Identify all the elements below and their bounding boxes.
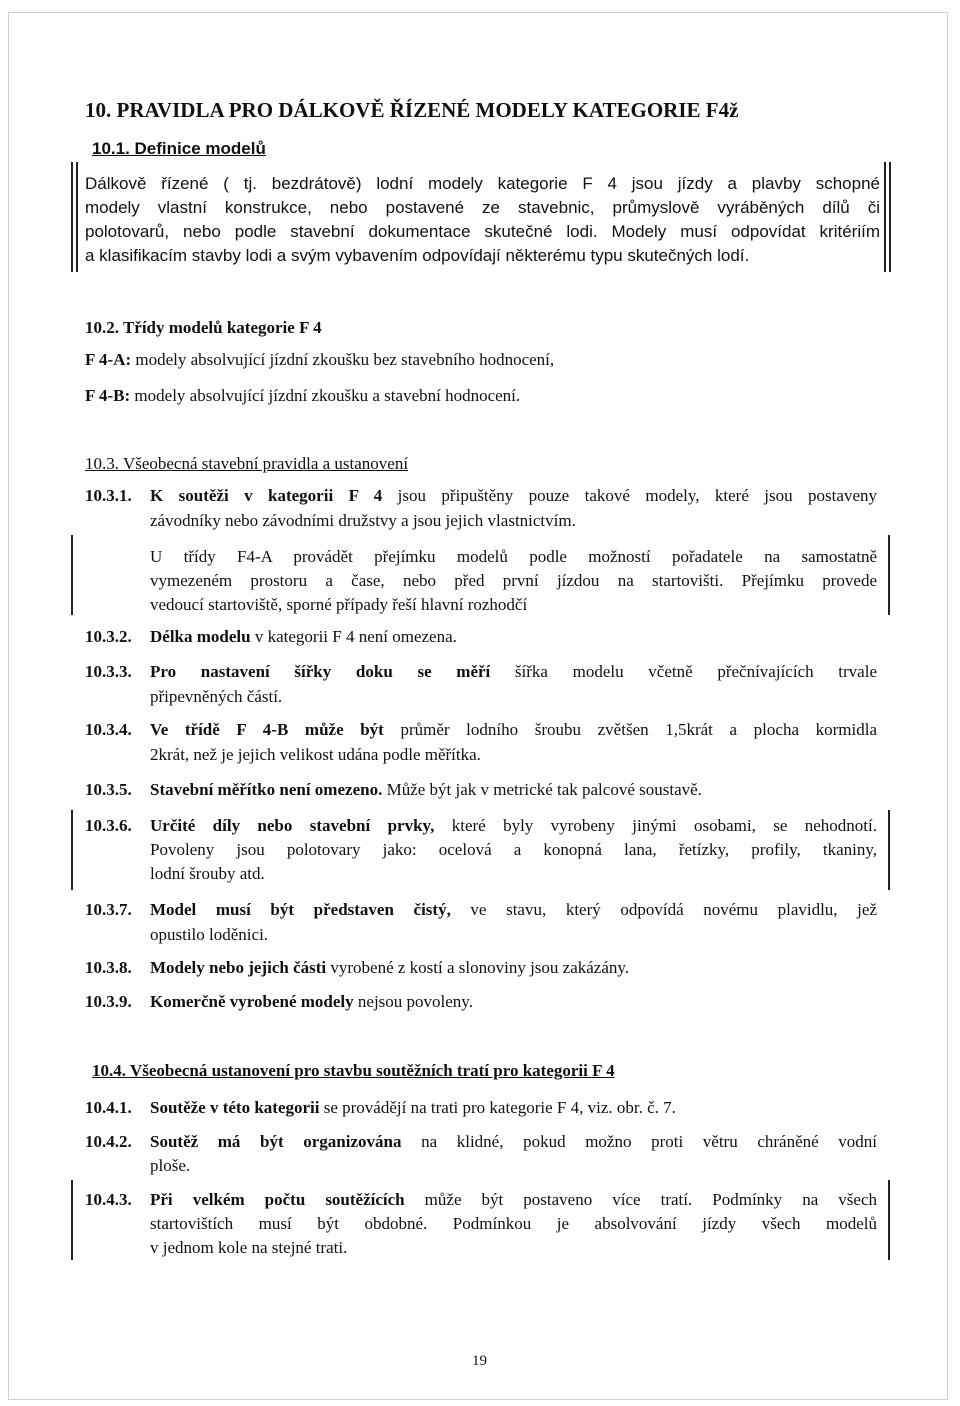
- rule-10-3-1-line-2: závodníky nebo závodními družstvy a jsou jejich vlastnictvím.: [150, 511, 576, 530]
- rule-10-3-6-text: které byly vyrobeny jinými osobami, se nehodnotí.: [434, 816, 878, 835]
- rule-10-4-3-bold: Při velkém počtu soutěžících: [150, 1190, 405, 1209]
- rule-10-4-3-number: 10.4.3.: [85, 1190, 132, 1209]
- change-bar: [71, 162, 73, 272]
- rule-10-3-7-number: 10.3.7.: [85, 900, 132, 919]
- page-number: 19: [472, 1353, 487, 1369]
- definition-line-2: modely vlastní konstrukce, nebo postavené ze stavebnic, průmyslově vyráběných dílů či: [85, 198, 880, 217]
- rule-10-3-9-bold: Komerčně vyrobené modely: [150, 992, 354, 1011]
- rule-10-3-6-bold: Určité díly nebo stavební prvky,: [150, 816, 435, 835]
- definition-line-3: polotovarů, nebo podle stavební dokumentace skutečné lodi. Modely musí odpovídat kritériím: [85, 222, 880, 241]
- rule-10-3-3-bold: Pro nastavení šířky doku se měří: [150, 662, 491, 681]
- rule-10-4-3-line-3: v jednom kole na stejné trati.: [150, 1238, 348, 1257]
- rule-10-3-9-number: 10.3.9.: [85, 992, 132, 1011]
- change-bar: [71, 1180, 73, 1260]
- rule-10-3-6-line-1: [150, 816, 877, 836]
- rule-10-3-7-line-2: opustilo loděnici.: [150, 925, 269, 944]
- section-heading-10-4: 10.4. Všeobecná ustanovení pro stavbu soutěžních tratí pro kategorii F 4: [92, 1061, 615, 1080]
- class-f4a-label: F 4-A:: [85, 350, 132, 369]
- rule-10-3-1-text: jsou připuštěny pouze takové modely, které jsou postaveny: [382, 486, 877, 505]
- rule-10-3-6-line-2: Povoleny jsou polotovary jako: ocelová a konopná lana, řetízky, profily, tkaniny,: [150, 840, 877, 859]
- rule-10-4-2-text: na klidné, pokud možno proti větru chráněné vodní: [401, 1132, 877, 1151]
- rule-10-4-1-text: se provádějí na trati pro kategorie F 4, viz. obr. č. 7.: [319, 1098, 676, 1117]
- rule-10-3-2-text: v kategorii F 4 není omezena.: [250, 627, 457, 646]
- change-bar: [888, 1180, 890, 1260]
- rule-10-4-2-number: 10.4.2.: [85, 1132, 132, 1151]
- definition-line-1: Dálkově řízené ( tj. bezdrátově) lodní modely kategorie F 4 jsou jízdy a plavby schopné: [85, 174, 880, 193]
- section-heading-10-2: 10.2. Třídy modelů kategorie F 4: [85, 318, 322, 337]
- rule-10-3-4-line-2: 2krát, než je jejich velikost udána podle měřítka.: [150, 745, 481, 764]
- rule-10-3-4-bold: Ve třídě F 4-B může být: [150, 720, 384, 739]
- rule-10-3-3-line-2: připevněných částí.: [150, 687, 283, 706]
- rule-10-3-1-p2-line-3: vedoucí startoviště, sporné případy řeší hlavní rozhodčí: [150, 595, 528, 614]
- section-heading-10-1: 10.1. Definice modelů: [92, 139, 266, 158]
- rule-10-3-6-number: 10.3.6.: [85, 816, 132, 835]
- rule-10-4-1-bold: Soutěže v této kategorii: [150, 1098, 320, 1117]
- change-bar: [888, 535, 890, 615]
- rule-10-3-6-line-3: lodní šrouby atd.: [150, 864, 265, 883]
- rule-10-3-4-number: 10.3.4.: [85, 720, 132, 739]
- rule-10-3-7-bold: Model musí být představen čistý,: [150, 900, 451, 919]
- change-bar: [71, 810, 73, 890]
- rule-10-3-3-text: šířka modelu včetně přečnívajících trvale: [490, 662, 877, 681]
- rule-10-3-2-number: 10.3.2.: [85, 627, 132, 646]
- definition-line-4: a klasifikacím stavby lodi a svým vybavením odpovídají některému typu skutečných lodí.: [85, 246, 750, 265]
- rule-10-3-8-bold: Modely nebo jejich části: [150, 958, 327, 977]
- rule-10-3-4-text: průměr lodního šroubu zvětšen 1,5krát a plocha kormidla: [383, 720, 877, 739]
- section-heading-10-3: [85, 454, 408, 474]
- class-f4b: [85, 384, 520, 408]
- rule-10-3-1-line-1: [150, 486, 877, 506]
- rule-10-4-3-line-1: [150, 1190, 877, 1210]
- rule-10-4-3-line-2: startovištích musí být obdobné. Podmínkou je absolvování jízdy všech modelů: [150, 1214, 877, 1233]
- class-f4a: [85, 348, 554, 372]
- rule-10-4-2-line-2: ploše.: [150, 1156, 191, 1175]
- rule-10-3-8: [150, 956, 629, 980]
- rule-10-3-3-line-1: [150, 662, 877, 682]
- rule-10-3-2: [150, 625, 457, 649]
- rule-10-3-1-p2-line-2: vymezeném prostoru a čase, nebo před první jízdou na startovišti. Přejímku provede: [150, 571, 877, 590]
- change-bar: [71, 535, 73, 615]
- rule-10-4-1: [150, 1096, 676, 1120]
- rule-10-3-2-bold: Délka modelu: [150, 627, 251, 646]
- document-title: 10. PRAVIDLA PRO DÁLKOVĚ ŘÍZENÉ MODELY KATEGORIE F4ž: [85, 98, 739, 122]
- rule-10-3-8-text: vyrobené z kostí a slonoviny jsou zakázány.: [326, 958, 630, 977]
- rule-10-3-4-line-1: [150, 720, 877, 740]
- rule-10-4-2-line-1: [150, 1132, 877, 1152]
- change-bar: [884, 162, 886, 272]
- rule-10-3-1-p2-line-1: U třídy F4-A provádět přejímku modelů podle možností pořadatele na samostatně: [150, 547, 877, 566]
- rule-10-3-1-bold: K soutěži v kategorii F 4: [150, 486, 383, 505]
- rule-10-4-2-bold: Soutěž má být organizována: [150, 1132, 402, 1151]
- rule-10-3-7-text: ve stavu, který odpovídá novému plavidlu, jež: [450, 900, 877, 919]
- rule-10-3-7-line-1: [150, 900, 877, 920]
- rule-10-3-8-number: 10.3.8.: [85, 958, 132, 977]
- rule-10-4-1-number: 10.4.1.: [85, 1098, 132, 1117]
- class-f4b-label: F 4-B:: [85, 386, 131, 405]
- rule-10-3-3-number: 10.3.3.: [85, 662, 132, 681]
- rule-10-3-5-bold: Stavební měřítko není omezeno.: [150, 780, 383, 799]
- rule-10-3-5-text: Může být jak v metrické tak palcové soustavě.: [382, 780, 702, 799]
- section-heading-10-3-text: 10.3. Všeobecná stavební pravidla a ustanovení: [85, 454, 409, 473]
- rule-10-3-9: [150, 990, 473, 1014]
- change-bar: [888, 810, 890, 890]
- rule-10-3-5: [150, 778, 702, 802]
- class-f4b-text: modely absolvující jízdní zkoušku a stavební hodnocení.: [130, 386, 521, 405]
- rule-10-3-9-text: nejsou povoleny.: [353, 992, 473, 1011]
- rule-10-3-5-number: 10.3.5.: [85, 780, 132, 799]
- class-f4a-text: modely absolvující jízdní zkoušku bez stavebního hodnocení,: [131, 350, 555, 369]
- rule-10-3-1-number: 10.3.1.: [85, 486, 132, 505]
- rule-10-4-3-text: může být postaveno více tratí. Podmínky na všech: [404, 1190, 878, 1209]
